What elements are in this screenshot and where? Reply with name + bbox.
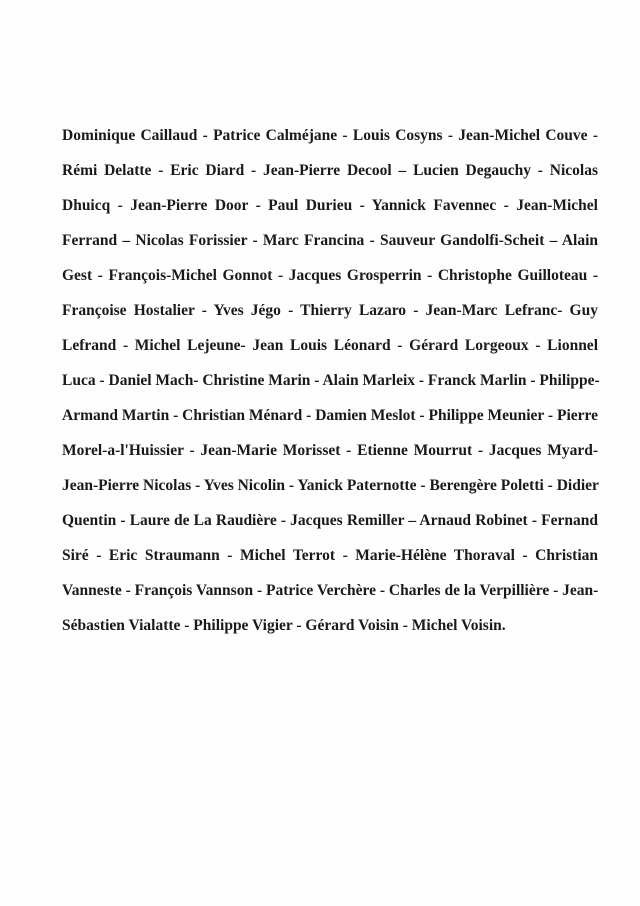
text-line: Siré - Eric Straumann - Michel Terrot - Marie-Hélène Thoraval - Christian (62, 547, 598, 564)
text-line: Gest - François-Michel Gonnot - Jacques Grosperrin - Christophe Guilloteau - (62, 267, 598, 284)
text-line: Rémi Delatte - Eric Diard - Jean-Pierre Decool – Lucien Degauchy - Nicolas (62, 162, 598, 179)
text-line: Quentin - Laure de La Raudière - Jacques Remiller – Arnaud Robinet - Fernand (62, 512, 598, 529)
signatory-names-paragraph (62, 118, 598, 643)
text-line: Françoise Hostalier - Yves Jégo - Thierry Lazaro - Jean-Marc Lefranc- Guy (62, 302, 598, 319)
text-line: Lefrand - Michel Lejeune- Jean Louis Léonard - Gérard Lorgeoux - Lionnel (62, 337, 598, 354)
text-line: Ferrand – Nicolas Forissier - Marc Francina - Sauveur Gandolfi-Scheit – Alain (62, 232, 598, 249)
text-line: Dominique Caillaud - Patrice Calméjane - Louis Cosyns - Jean-Michel Couve - (62, 127, 598, 144)
text-line: Dhuicq - Jean-Pierre Door - Paul Durieu - Yannick Favennec - Jean-Michel (62, 197, 598, 214)
text-line: Vanneste - François Vannson - Patrice Verchère - Charles de la Verpillière - Jean- (62, 582, 599, 599)
text-line: Luca - Daniel Mach- Christine Marin - Alain Marleix - Franck Marlin - Philippe- (62, 372, 600, 389)
text-line-last: Sébastien Vialatte - Philippe Vigier - Gérard Voisin - Michel Voisin. (62, 617, 506, 634)
text-line: Jean-Pierre Nicolas - Yves Nicolin - Yanick Paternotte - Berengère Poletti - Didier (62, 477, 599, 494)
text-line: Morel-a-l'Huissier - Jean-Marie Morisset - Etienne Mourrut - Jacques Myard- (62, 442, 598, 459)
text-line: Armand Martin - Christian Ménard - Damien Meslot - Philippe Meunier - Pierre (62, 407, 598, 424)
